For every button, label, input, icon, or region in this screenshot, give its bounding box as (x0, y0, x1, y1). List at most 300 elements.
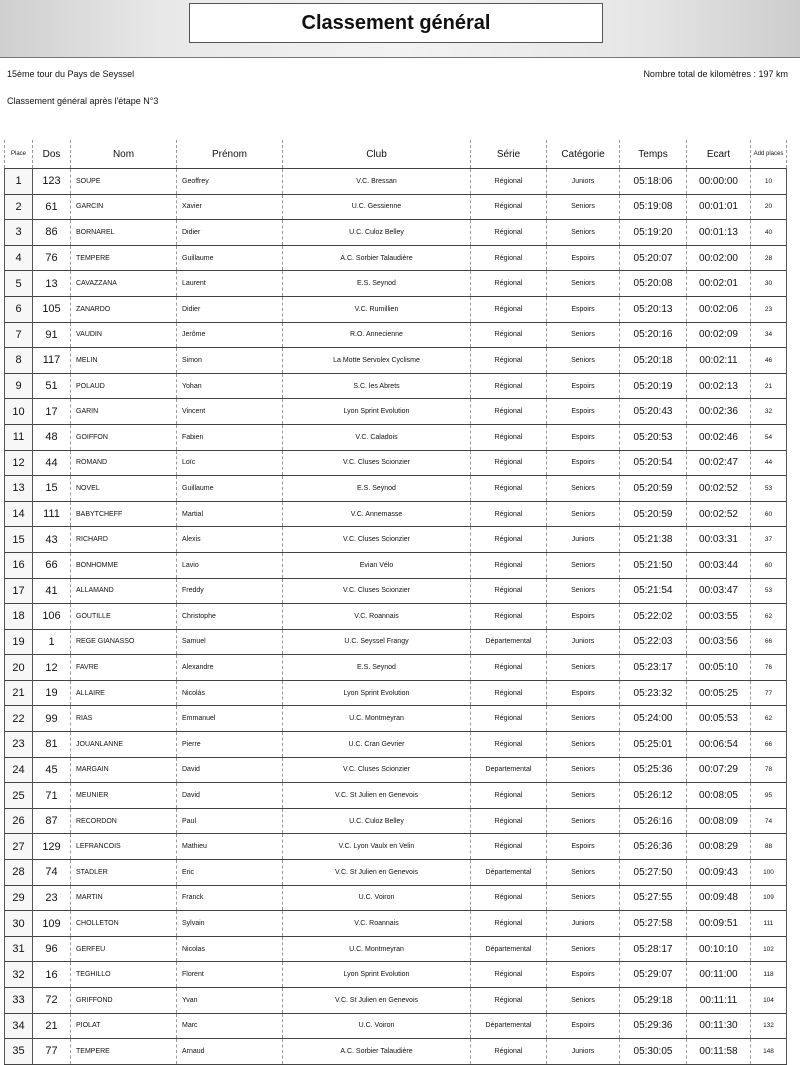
rank-cell: 17 (5, 578, 33, 604)
club-cell: U.C. Voiron (283, 1013, 471, 1039)
category-cell: Seniors (547, 732, 620, 758)
gap-cell: 00:02:09 (687, 322, 751, 348)
category-cell: Juniors (547, 911, 620, 937)
added-places-cell: 132 (751, 1013, 787, 1039)
first-name-cell: Freddy (177, 578, 283, 604)
time-cell: 05:27:55 (620, 885, 687, 911)
category-cell: Seniors (547, 271, 620, 297)
table-row (5, 245, 787, 271)
table-row (5, 348, 787, 374)
time-cell: 05:20:54 (620, 450, 687, 476)
time-cell: 05:21:50 (620, 552, 687, 578)
last-name-cell: ROMAND (71, 450, 177, 476)
category-cell: Seniors (547, 783, 620, 809)
club-cell: Lyon Sprint Evolution (283, 680, 471, 706)
category-cell: Seniors (547, 988, 620, 1014)
club-cell: V.C. Bressan (283, 169, 471, 195)
time-cell: 05:29:07 (620, 962, 687, 988)
last-name-cell: ALLAMAND (71, 578, 177, 604)
event-name: 15ème tour du Pays de Seyssel (7, 69, 135, 79)
added-places-cell: 53 (751, 476, 787, 502)
gap-cell: 00:08:05 (687, 783, 751, 809)
time-cell: 05:19:08 (620, 194, 687, 220)
bib-number-cell: 117 (33, 348, 71, 374)
gap-cell: 00:08:29 (687, 834, 751, 860)
last-name-cell: RIAS (71, 706, 177, 732)
gap-cell: 00:09:51 (687, 911, 751, 937)
category-cell: Seniors (547, 476, 620, 502)
club-cell: U.C. Cran Gevrier (283, 732, 471, 758)
gap-cell: 00:05:10 (687, 655, 751, 681)
club-cell: A.C. Sorbier Talaudière (283, 245, 471, 271)
added-places-cell: 118 (751, 962, 787, 988)
gap-cell: 00:03:31 (687, 527, 751, 553)
table-row (5, 962, 787, 988)
last-name-cell: MARTIN (71, 885, 177, 911)
time-cell: 05:20:19 (620, 373, 687, 399)
table-row (5, 501, 787, 527)
col-header-add-places: Add places (751, 140, 787, 169)
series-cell: Régional (471, 450, 547, 476)
first-name-cell: Franck (177, 885, 283, 911)
gap-cell: 00:02:47 (687, 450, 751, 476)
first-name-cell: Marc (177, 1013, 283, 1039)
gap-cell: 00:11:30 (687, 1013, 751, 1039)
first-name-cell: Eric (177, 860, 283, 886)
table-row (5, 988, 787, 1014)
rank-cell: 8 (5, 348, 33, 374)
club-cell: U.C. Voiron (283, 885, 471, 911)
added-places-cell: 148 (751, 1039, 787, 1065)
category-cell: Seniors (547, 194, 620, 220)
bib-number-cell: 66 (33, 552, 71, 578)
table-row (5, 783, 787, 809)
bib-number-cell: 74 (33, 860, 71, 886)
time-cell: 05:20:53 (620, 424, 687, 450)
rank-cell: 11 (5, 424, 33, 450)
results-table (4, 140, 787, 1065)
series-cell: Régional (471, 271, 547, 297)
first-name-cell: Loïc (177, 450, 283, 476)
added-places-cell: 104 (751, 988, 787, 1014)
series-cell: Régional (471, 1039, 547, 1065)
header-banner (0, 0, 800, 58)
rank-cell: 23 (5, 732, 33, 758)
series-cell: Régional (471, 552, 547, 578)
added-places-cell: 34 (751, 322, 787, 348)
last-name-cell: GOIFFON (71, 424, 177, 450)
bib-number-cell: 23 (33, 885, 71, 911)
stage-label: Classement général après l'étape N°3 (7, 96, 159, 106)
category-cell: Seniors (547, 220, 620, 246)
bib-number-cell: 21 (33, 1013, 71, 1039)
series-cell: Régional (471, 885, 547, 911)
club-cell: V.C. St Julien en Genevois (283, 860, 471, 886)
time-cell: 05:21:38 (620, 527, 687, 553)
gap-cell: 00:05:25 (687, 680, 751, 706)
first-name-cell: Laurent (177, 271, 283, 297)
bib-number-cell: 123 (33, 169, 71, 195)
table-row (5, 476, 787, 502)
category-cell: Juniors (547, 1039, 620, 1065)
series-cell: Régional (471, 476, 547, 502)
category-cell: Seniors (547, 578, 620, 604)
first-name-cell: Alexis (177, 527, 283, 553)
first-name-cell: Guillaume (177, 245, 283, 271)
table-row (5, 706, 787, 732)
added-places-cell: 77 (751, 680, 787, 706)
last-name-cell: JOUANLANNE (71, 732, 177, 758)
club-cell: V.C. Caladois (283, 424, 471, 450)
rank-cell: 2 (5, 194, 33, 220)
series-cell: Régional (471, 245, 547, 271)
col-header-temps: Temps (620, 140, 687, 169)
last-name-cell: GOUTILLE (71, 604, 177, 630)
club-cell: V.C. Roannais (283, 911, 471, 937)
rank-cell: 29 (5, 885, 33, 911)
added-places-cell: 10 (751, 169, 787, 195)
time-cell: 05:26:16 (620, 808, 687, 834)
rank-cell: 16 (5, 552, 33, 578)
table-row (5, 1013, 787, 1039)
last-name-cell: GARIN (71, 399, 177, 425)
club-cell: V.C. Cluses Scionzier (283, 578, 471, 604)
series-cell: Régional (471, 296, 547, 322)
category-cell: Seniors (547, 757, 620, 783)
club-cell: U.C. Culoz Belley (283, 220, 471, 246)
rank-cell: 27 (5, 834, 33, 860)
table-row (5, 604, 787, 630)
gap-cell: 00:03:44 (687, 552, 751, 578)
rank-cell: 1 (5, 169, 33, 195)
rank-cell: 10 (5, 399, 33, 425)
bib-number-cell: 41 (33, 578, 71, 604)
table-row (5, 732, 787, 758)
bib-number-cell: 15 (33, 476, 71, 502)
gap-cell: 00:07:29 (687, 757, 751, 783)
category-cell: Seniors (547, 706, 620, 732)
time-cell: 05:29:36 (620, 1013, 687, 1039)
table-row (5, 578, 787, 604)
gap-cell: 00:03:55 (687, 604, 751, 630)
club-cell: Lyon Sprint Evolution (283, 399, 471, 425)
added-places-cell: 62 (751, 604, 787, 630)
last-name-cell: LEFRANCOIS (71, 834, 177, 860)
last-name-cell: POLAUD (71, 373, 177, 399)
gap-cell: 00:03:56 (687, 629, 751, 655)
rank-cell: 18 (5, 604, 33, 630)
first-name-cell: Nicolas (177, 936, 283, 962)
rank-cell: 32 (5, 962, 33, 988)
category-cell: Seniors (547, 808, 620, 834)
series-cell: Régional (471, 399, 547, 425)
club-cell: E.S. Seynod (283, 655, 471, 681)
time-cell: 05:20:08 (620, 271, 687, 297)
rank-cell: 14 (5, 501, 33, 527)
table-row (5, 1039, 787, 1065)
first-name-cell: Martial (177, 501, 283, 527)
time-cell: 05:23:32 (620, 680, 687, 706)
table-row (5, 527, 787, 553)
club-cell: V.C. Cluses Scionzier (283, 757, 471, 783)
club-cell: U.C. Gessienne (283, 194, 471, 220)
rank-cell: 19 (5, 629, 33, 655)
time-cell: 05:25:36 (620, 757, 687, 783)
series-cell: Régional (471, 680, 547, 706)
first-name-cell: Xavier (177, 194, 283, 220)
category-cell: Espoirs (547, 962, 620, 988)
table-row (5, 757, 787, 783)
total-distance: Nombre total de kilomètres : 197 km (643, 69, 788, 79)
last-name-cell: CHOLLETON (71, 911, 177, 937)
rank-cell: 5 (5, 271, 33, 297)
table-row (5, 296, 787, 322)
category-cell: Espoirs (547, 296, 620, 322)
series-cell: Régional (471, 373, 547, 399)
time-cell: 05:19:20 (620, 220, 687, 246)
first-name-cell: Nicolás (177, 680, 283, 706)
added-places-cell: 28 (751, 245, 787, 271)
table-row (5, 322, 787, 348)
category-cell: Espoirs (547, 424, 620, 450)
bib-number-cell: 61 (33, 194, 71, 220)
last-name-cell: CAVAZZANA (71, 271, 177, 297)
first-name-cell: Simon (177, 348, 283, 374)
last-name-cell: REGE GIANASSO (71, 629, 177, 655)
time-cell: 05:26:36 (620, 834, 687, 860)
added-places-cell: 76 (751, 655, 787, 681)
series-cell: Départemental (471, 1013, 547, 1039)
gap-cell: 00:05:53 (687, 706, 751, 732)
time-cell: 05:22:02 (620, 604, 687, 630)
rank-cell: 28 (5, 860, 33, 886)
gap-cell: 00:02:01 (687, 271, 751, 297)
club-cell: U.C. Montmeyran (283, 706, 471, 732)
time-cell: 05:29:18 (620, 988, 687, 1014)
category-cell: Espoirs (547, 399, 620, 425)
last-name-cell: RECORDON (71, 808, 177, 834)
last-name-cell: MELIN (71, 348, 177, 374)
category-cell: Juniors (547, 527, 620, 553)
club-cell: Evian Vélo (283, 552, 471, 578)
last-name-cell: MARGAIN (71, 757, 177, 783)
gap-cell: 00:09:48 (687, 885, 751, 911)
added-places-cell: 66 (751, 629, 787, 655)
last-name-cell: BABYTCHEFF (71, 501, 177, 527)
col-header-categorie: Catégorie (547, 140, 620, 169)
table-row (5, 552, 787, 578)
bib-number-cell: 1 (33, 629, 71, 655)
last-name-cell: SOUPE (71, 169, 177, 195)
added-places-cell: 40 (751, 220, 787, 246)
time-cell: 05:27:58 (620, 911, 687, 937)
table-row (5, 424, 787, 450)
series-cell: Régional (471, 220, 547, 246)
bib-number-cell: 106 (33, 604, 71, 630)
time-cell: 05:25:01 (620, 732, 687, 758)
club-cell: R.O. Annecienne (283, 322, 471, 348)
first-name-cell: David (177, 757, 283, 783)
category-cell: Seniors (547, 348, 620, 374)
added-places-cell: 102 (751, 936, 787, 962)
last-name-cell: VAUDIN (71, 322, 177, 348)
time-cell: 05:26:12 (620, 783, 687, 809)
club-cell: La Motte Servolex Cyclisme (283, 348, 471, 374)
category-cell: Espoirs (547, 245, 620, 271)
added-places-cell: 88 (751, 834, 787, 860)
last-name-cell: GERFEU (71, 936, 177, 962)
first-name-cell: Vincent (177, 399, 283, 425)
bib-number-cell: 109 (33, 911, 71, 937)
first-name-cell: Geoffrey (177, 169, 283, 195)
time-cell: 05:28:17 (620, 936, 687, 962)
first-name-cell: Alexandre (177, 655, 283, 681)
first-name-cell: Guillaume (177, 476, 283, 502)
first-name-cell: Samuel (177, 629, 283, 655)
last-name-cell: PIOLAT (71, 1013, 177, 1039)
last-name-cell: BORNAREL (71, 220, 177, 246)
rank-cell: 15 (5, 527, 33, 553)
table-row (5, 885, 787, 911)
col-header-place: Place (5, 140, 33, 169)
added-places-cell: 66 (751, 732, 787, 758)
table-row (5, 399, 787, 425)
time-cell: 05:20:07 (620, 245, 687, 271)
table-row (5, 680, 787, 706)
series-cell: Régional (471, 988, 547, 1014)
club-cell: V.C. Lyon Vaulx en Velin (283, 834, 471, 860)
first-name-cell: Fabien (177, 424, 283, 450)
bib-number-cell: 16 (33, 962, 71, 988)
bib-number-cell: 86 (33, 220, 71, 246)
gap-cell: 00:11:00 (687, 962, 751, 988)
last-name-cell: ZANARDO (71, 296, 177, 322)
club-cell: V.C. St Julien en Genevois (283, 988, 471, 1014)
first-name-cell: Sylvain (177, 911, 283, 937)
time-cell: 05:20:59 (620, 501, 687, 527)
added-places-cell: 20 (751, 194, 787, 220)
gap-cell: 00:00:00 (687, 169, 751, 195)
table-row (5, 808, 787, 834)
series-cell: Régional (471, 783, 547, 809)
rank-cell: 21 (5, 680, 33, 706)
gap-cell: 00:02:13 (687, 373, 751, 399)
table-row (5, 629, 787, 655)
gap-cell: 00:02:46 (687, 424, 751, 450)
time-cell: 05:20:18 (620, 348, 687, 374)
time-cell: 05:20:13 (620, 296, 687, 322)
club-cell: V.C. St Julien en Genevois (283, 783, 471, 809)
first-name-cell: Yohan (177, 373, 283, 399)
gap-cell: 00:02:06 (687, 296, 751, 322)
bib-number-cell: 105 (33, 296, 71, 322)
first-name-cell: Yvan (177, 988, 283, 1014)
series-cell: Régional (471, 834, 547, 860)
table-row (5, 450, 787, 476)
series-cell: Départemental (471, 629, 547, 655)
series-cell: Régional (471, 732, 547, 758)
series-cell: Departemental (471, 757, 547, 783)
rank-cell: 31 (5, 936, 33, 962)
bib-number-cell: 72 (33, 988, 71, 1014)
bib-number-cell: 44 (33, 450, 71, 476)
club-cell: U.C. Montmeyran (283, 936, 471, 962)
bib-number-cell: 71 (33, 783, 71, 809)
category-cell: Seniors (547, 936, 620, 962)
series-cell: Régional (471, 424, 547, 450)
last-name-cell: ALLAIRE (71, 680, 177, 706)
added-places-cell: 23 (751, 296, 787, 322)
club-cell: V.C. Cluses Scionzier (283, 450, 471, 476)
club-cell: U.C. Seyssel Frangy (283, 629, 471, 655)
rank-cell: 7 (5, 322, 33, 348)
time-cell: 05:20:43 (620, 399, 687, 425)
added-places-cell: 78 (751, 757, 787, 783)
bib-number-cell: 12 (33, 655, 71, 681)
last-name-cell: BONHOMME (71, 552, 177, 578)
club-cell: V.C. Roannais (283, 604, 471, 630)
added-places-cell: 60 (751, 501, 787, 527)
rank-cell: 20 (5, 655, 33, 681)
rank-cell: 3 (5, 220, 33, 246)
last-name-cell: TEMPERE (71, 1039, 177, 1065)
last-name-cell: STADLER (71, 860, 177, 886)
first-name-cell: Lavio (177, 552, 283, 578)
category-cell: Juniors (547, 629, 620, 655)
club-cell: U.C. Culoz Belley (283, 808, 471, 834)
table-row (5, 860, 787, 886)
category-cell: Espoirs (547, 680, 620, 706)
added-places-cell: 95 (751, 783, 787, 809)
series-cell: Régional (471, 322, 547, 348)
added-places-cell: 44 (751, 450, 787, 476)
col-header-serie: Série (471, 140, 547, 169)
first-name-cell: Didier (177, 220, 283, 246)
category-cell: Espoirs (547, 604, 620, 630)
series-cell: Régional (471, 578, 547, 604)
time-cell: 05:20:59 (620, 476, 687, 502)
rank-cell: 6 (5, 296, 33, 322)
time-cell: 05:22:03 (620, 629, 687, 655)
bib-number-cell: 111 (33, 501, 71, 527)
club-cell: E.S. Seynod (283, 476, 471, 502)
gap-cell: 00:01:13 (687, 220, 751, 246)
gap-cell: 00:11:58 (687, 1039, 751, 1065)
added-places-cell: 62 (751, 706, 787, 732)
gap-cell: 00:02:36 (687, 399, 751, 425)
series-cell: Régional (471, 194, 547, 220)
time-cell: 05:23:17 (620, 655, 687, 681)
first-name-cell: Emmanuel (177, 706, 283, 732)
rank-cell: 12 (5, 450, 33, 476)
table-header-row (5, 140, 787, 169)
last-name-cell: GRIFFOND (71, 988, 177, 1014)
series-cell: Régional (471, 962, 547, 988)
rank-cell: 4 (5, 245, 33, 271)
page-title: Classement général (189, 3, 603, 43)
first-name-cell: Paul (177, 808, 283, 834)
added-places-cell: 100 (751, 860, 787, 886)
bib-number-cell: 77 (33, 1039, 71, 1065)
category-cell: Seniors (547, 552, 620, 578)
col-header-dos: Dos (33, 140, 71, 169)
rank-cell: 13 (5, 476, 33, 502)
bib-number-cell: 81 (33, 732, 71, 758)
col-header-prenom: Prénom (177, 140, 283, 169)
bib-number-cell: 99 (33, 706, 71, 732)
added-places-cell: 46 (751, 348, 787, 374)
category-cell: Espoirs (547, 834, 620, 860)
